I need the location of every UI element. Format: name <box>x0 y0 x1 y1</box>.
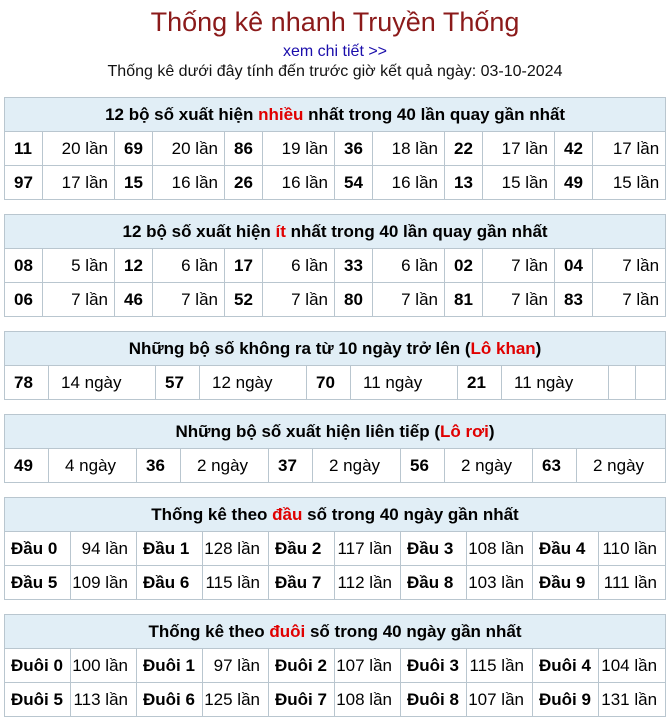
count-cell: 108 lần <box>467 532 533 566</box>
count-cell: 16 lần <box>153 166 225 200</box>
most-frequent-heading: 12 bộ số xuất hiện nhiều nhất trong 40 lần quay gần nhất <box>5 98 666 132</box>
number-cell: 04 <box>555 249 593 283</box>
count-cell: 108 lần <box>335 683 401 717</box>
most-frequent-table <box>4 97 666 200</box>
number-cell: 70 <box>307 366 351 400</box>
number-cell: 49 <box>555 166 593 200</box>
number-cell: 54 <box>335 166 373 200</box>
table-row <box>5 132 666 166</box>
count-cell: 5 lần <box>43 249 115 283</box>
number-cell: 26 <box>225 166 263 200</box>
table-row <box>5 283 666 317</box>
view-details-link[interactable]: xem chi tiết >> <box>282 43 388 60</box>
count-cell: 128 lần <box>203 532 269 566</box>
number-cell: 36 <box>335 132 373 166</box>
days-cell: 14 ngày <box>49 366 156 400</box>
days-cell: 2 ngày <box>577 449 666 483</box>
number-cell: 46 <box>115 283 153 317</box>
empty-cell <box>609 366 636 400</box>
count-cell: 17 lần <box>483 132 555 166</box>
days-cell: 12 ngày <box>200 366 307 400</box>
table-row <box>5 449 666 483</box>
count-cell: 97 lần <box>203 649 269 683</box>
head-digit-label: Đầu 5 <box>5 566 71 600</box>
number-cell: 12 <box>115 249 153 283</box>
tail-digit-label: Đuôi 6 <box>137 683 203 717</box>
head-digit-label: Đầu 8 <box>401 566 467 600</box>
dau-stats-table <box>4 497 666 600</box>
count-cell: 18 lần <box>373 132 445 166</box>
count-cell: 94 lần <box>71 532 137 566</box>
number-cell: 06 <box>5 283 43 317</box>
number-cell: 17 <box>225 249 263 283</box>
count-cell: 7 lần <box>593 283 666 317</box>
least-frequent-table <box>4 214 666 317</box>
count-cell: 109 lần <box>71 566 137 600</box>
least-frequent-heading: 12 bộ số xuất hiện ít nhất trong 40 lần quay gần nhất <box>5 215 666 249</box>
number-cell: 83 <box>555 283 593 317</box>
page-title: Thống kê nhanh Truyền Thống <box>150 7 520 37</box>
tail-digit-label: Đuôi 5 <box>5 683 71 717</box>
number-cell: 22 <box>445 132 483 166</box>
count-cell: 6 lần <box>153 249 225 283</box>
count-cell: 16 lần <box>263 166 335 200</box>
table-row <box>5 366 666 400</box>
number-cell: 52 <box>225 283 263 317</box>
count-cell: 131 lần <box>599 683 666 717</box>
head-digit-label: Đầu 2 <box>269 532 335 566</box>
tail-digit-label: Đuôi 0 <box>5 649 71 683</box>
number-cell: 86 <box>225 132 263 166</box>
count-cell: 117 lần <box>335 532 401 566</box>
head-digit-label: Đầu 0 <box>5 532 71 566</box>
count-cell: 103 lần <box>467 566 533 600</box>
tail-digit-label: Đuôi 1 <box>137 649 203 683</box>
number-cell: 63 <box>533 449 577 483</box>
days-cell: 11 ngày <box>502 366 609 400</box>
head-digit-label: Đầu 1 <box>137 532 203 566</box>
number-cell: 80 <box>335 283 373 317</box>
count-cell: 19 lần <box>263 132 335 166</box>
duoi-stats-table <box>4 614 666 717</box>
count-cell: 115 lần <box>203 566 269 600</box>
page-subtitle: Thống kê dưới đây tính đến trước giờ kết quả ngày: 03-10-2024 <box>107 63 563 80</box>
count-cell: 100 lần <box>71 649 137 683</box>
number-cell: 81 <box>445 283 483 317</box>
lo-roi-table <box>4 414 666 483</box>
dau-stats-heading: Thống kê theo đầu số trong 40 ngày gần nhất <box>5 498 666 532</box>
tail-digit-label: Đuôi 9 <box>533 683 599 717</box>
days-cell: 11 ngày <box>351 366 458 400</box>
count-cell: 107 lần <box>467 683 533 717</box>
tail-digit-label: Đuôi 4 <box>533 649 599 683</box>
count-cell: 113 lần <box>71 683 137 717</box>
table-row <box>5 166 666 200</box>
count-cell: 111 lần <box>599 566 666 600</box>
tail-digit-label: Đuôi 3 <box>401 649 467 683</box>
count-cell: 15 lần <box>593 166 666 200</box>
count-cell: 16 lần <box>373 166 445 200</box>
duoi-stats-heading: Thống kê theo đuôi số trong 40 ngày gần nhất <box>5 615 666 649</box>
head-digit-label: Đầu 9 <box>533 566 599 600</box>
number-cell: 97 <box>5 166 43 200</box>
days-cell: 2 ngày <box>445 449 533 483</box>
count-cell: 7 lần <box>43 283 115 317</box>
count-cell: 125 lần <box>203 683 269 717</box>
tail-digit-label: Đuôi 8 <box>401 683 467 717</box>
head-digit-label: Đầu 4 <box>533 532 599 566</box>
count-cell: 7 lần <box>483 249 555 283</box>
days-cell: 4 ngày <box>49 449 137 483</box>
count-cell: 107 lần <box>335 649 401 683</box>
number-cell: 56 <box>401 449 445 483</box>
number-cell: 37 <box>269 449 313 483</box>
number-cell: 42 <box>555 132 593 166</box>
lo-roi-heading: Những bộ số xuất hiện liên tiếp (Lô rơi) <box>5 415 666 449</box>
number-cell: 13 <box>445 166 483 200</box>
table-row <box>5 649 666 683</box>
count-cell: 7 lần <box>483 283 555 317</box>
number-cell: 49 <box>5 449 49 483</box>
number-cell: 69 <box>115 132 153 166</box>
count-cell: 17 lần <box>43 166 115 200</box>
count-cell: 6 lần <box>373 249 445 283</box>
head-digit-label: Đầu 6 <box>137 566 203 600</box>
count-cell: 20 lần <box>43 132 115 166</box>
number-cell: 15 <box>115 166 153 200</box>
number-cell: 78 <box>5 366 49 400</box>
head-digit-label: Đầu 3 <box>401 532 467 566</box>
lo-khan-table <box>4 331 666 400</box>
count-cell: 112 lần <box>335 566 401 600</box>
count-cell: 104 lần <box>599 649 666 683</box>
count-cell: 20 lần <box>153 132 225 166</box>
table-row <box>5 566 666 600</box>
count-cell: 7 lần <box>593 249 666 283</box>
tail-digit-label: Đuôi 7 <box>269 683 335 717</box>
count-cell: 7 lần <box>153 283 225 317</box>
count-cell: 6 lần <box>263 249 335 283</box>
number-cell: 33 <box>335 249 373 283</box>
count-cell: 17 lần <box>593 132 666 166</box>
number-cell: 21 <box>458 366 502 400</box>
table-row <box>5 249 666 283</box>
table-row <box>5 532 666 566</box>
count-cell: 7 lần <box>373 283 445 317</box>
number-cell: 11 <box>5 132 43 166</box>
number-cell: 02 <box>445 249 483 283</box>
count-cell: 7 lần <box>263 283 335 317</box>
count-cell: 115 lần <box>467 649 533 683</box>
days-cell: 2 ngày <box>181 449 269 483</box>
table-row <box>5 683 666 717</box>
count-cell: 110 lần <box>599 532 666 566</box>
head-digit-label: Đầu 7 <box>269 566 335 600</box>
number-cell: 36 <box>137 449 181 483</box>
number-cell: 08 <box>5 249 43 283</box>
number-cell: 57 <box>156 366 200 400</box>
count-cell: 15 lần <box>483 166 555 200</box>
page-header <box>0 0 670 86</box>
tail-digit-label: Đuôi 2 <box>269 649 335 683</box>
days-cell: 2 ngày <box>313 449 401 483</box>
lo-khan-heading: Những bộ số không ra từ 10 ngày trở lên (Lô khan) <box>5 332 666 366</box>
empty-cell <box>636 366 666 400</box>
